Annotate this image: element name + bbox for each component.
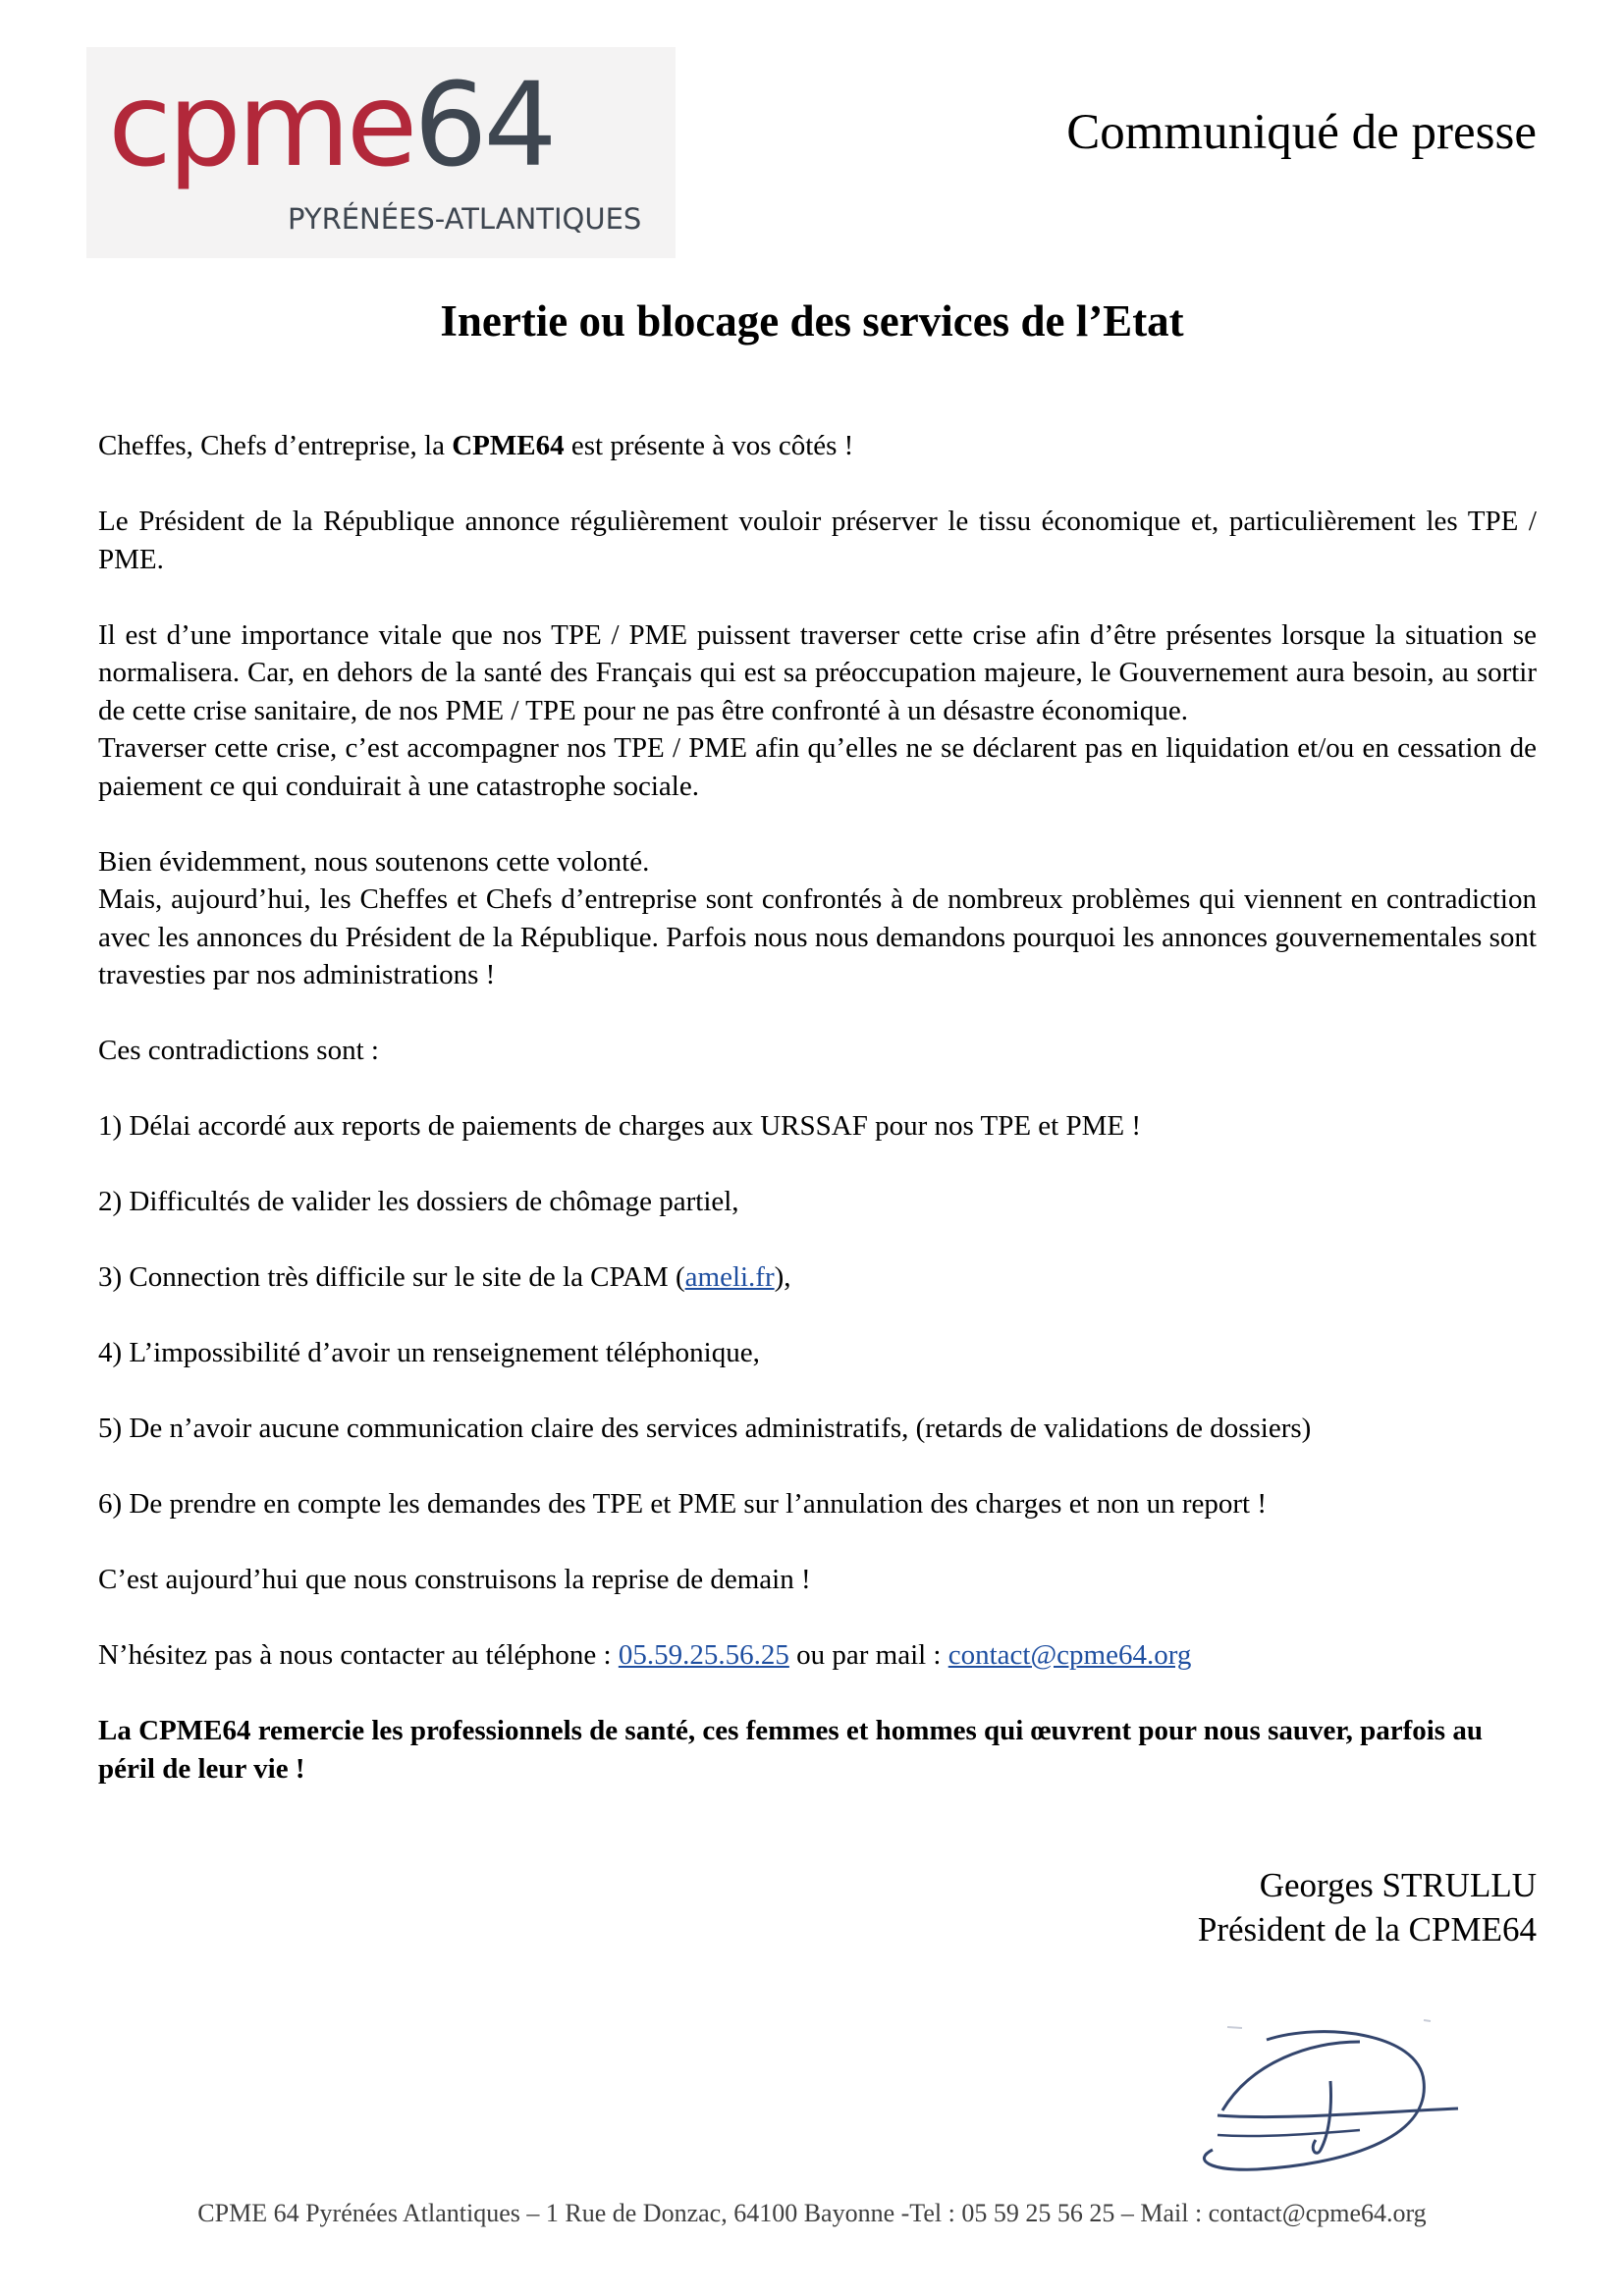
logo-subtitle: PYRÉNÉES-ATLANTIQUES xyxy=(288,202,642,236)
paragraph-crisis: Traverser cette crise, c’est accompagner nos TPE / PME afin qu’elles ne se déclarent pas en liquidation et/ou en cessation de paiement ce qui conduirait à une catastrophe sociale. xyxy=(98,732,1537,802)
paragraph-vital-importance: Il est d’une importance vitale que nos TPE / PME puissent traverser cette crise afin d’être présentes lorsque la situation se normalisera. Car, en dehors de la santé des Français qui est sa préoccupation majeure, le Gouvernement aura besoin, au sortir de cette crise sanitaire, de nos PME / TPE pour ne pas être confronté à un désastre économique. xyxy=(98,618,1537,726)
page-footer: CPME 64 Pyrénées Atlantiques – 1 Rue de Donzac, 64100 Bayonne -Tel : 05 59 25 56 25 – Mail : contact@cpme64.org xyxy=(197,2199,1427,2227)
list-item: 3) Connection très difficile sur le site de la CPAM (ameli.fr), xyxy=(98,1261,791,1293)
logo-wordmark xyxy=(108,57,553,192)
press-release-label: Communiqué de presse xyxy=(1066,105,1537,160)
list-item: 4) L’impossibilité d’avoir un renseignement téléphonique, xyxy=(98,1337,760,1368)
list-item: 1) Délai accordé aux reports de paiements de charges aux URSSAF pour nos TPE et PME ! xyxy=(98,1110,1142,1142)
paragraph-recovery: C’est aujourd’hui que nous construisons la reprise de demain ! xyxy=(98,1564,811,1595)
signatory-role: Président de la CPME64 xyxy=(1197,1910,1537,1949)
email-link[interactable]: contact@cpme64.org xyxy=(947,1639,1192,1671)
contact-line: N’hésitez pas à nous contacter au téléphone : 05.59.25.56.25 ou par mail : contact@cpme64.org xyxy=(98,1639,1192,1671)
handwritten-signature xyxy=(1173,2002,1507,2199)
paragraph-president: Le Président de la République annonce régulièrement vouloir préserver le tissu économique et, particulièrement les TPE / PME. xyxy=(98,506,1537,575)
phone-link[interactable]: 05.59.25.56.25 xyxy=(618,1639,789,1671)
logo-64: 64 xyxy=(413,57,554,192)
thanks-paragraph: La CPME64 remercie les professionnels de santé, ces femmes et hommes qui œuvrent pour nous sauver, parfois au péril de leur vie ! xyxy=(98,1715,1483,1785)
signature-block xyxy=(982,1863,1537,1951)
intro-paragraph: Cheffes, Chefs d’entreprise, la CPME64 est présente à vos côtés ! xyxy=(98,430,854,461)
cpme64-bold: CPME64 xyxy=(452,430,565,461)
logo-cpme: cpme xyxy=(108,57,414,192)
cpme64-logo xyxy=(86,47,676,258)
release-body xyxy=(98,427,1537,1788)
list-item: 6) De prendre en compte les demandes des TPE et PME sur l’annulation des charges et non un report ! xyxy=(98,1488,1268,1520)
list-item: 5) De n’avoir aucune communication claire des services administratifs, (retards de validations de dossiers) xyxy=(98,1413,1312,1444)
list-item: 2) Difficultés de valider les dossiers de chômage partiel, xyxy=(98,1186,739,1217)
contradictions-intro: Ces contradictions sont : xyxy=(98,1035,379,1066)
page-title: Inertie ou blocage des services de l’Etat xyxy=(440,296,1184,346)
paragraph-support: Bien évidemment, nous soutenons cette volonté. xyxy=(98,845,650,878)
ameli-link[interactable]: ameli.fr xyxy=(684,1261,775,1293)
signatory-name: Georges STRULLU xyxy=(1259,1866,1537,1904)
paragraph-problems: Mais, aujourd’hui, les Cheffes et Chefs d’entreprise sont confrontés à de nombreux problèmes qui viennent en contradiction avec les annonces du Président de la République. Parfois nous nous demandons pourquoi les annonces gouvernementales sont travesties par nos administrations ! xyxy=(98,883,1537,990)
